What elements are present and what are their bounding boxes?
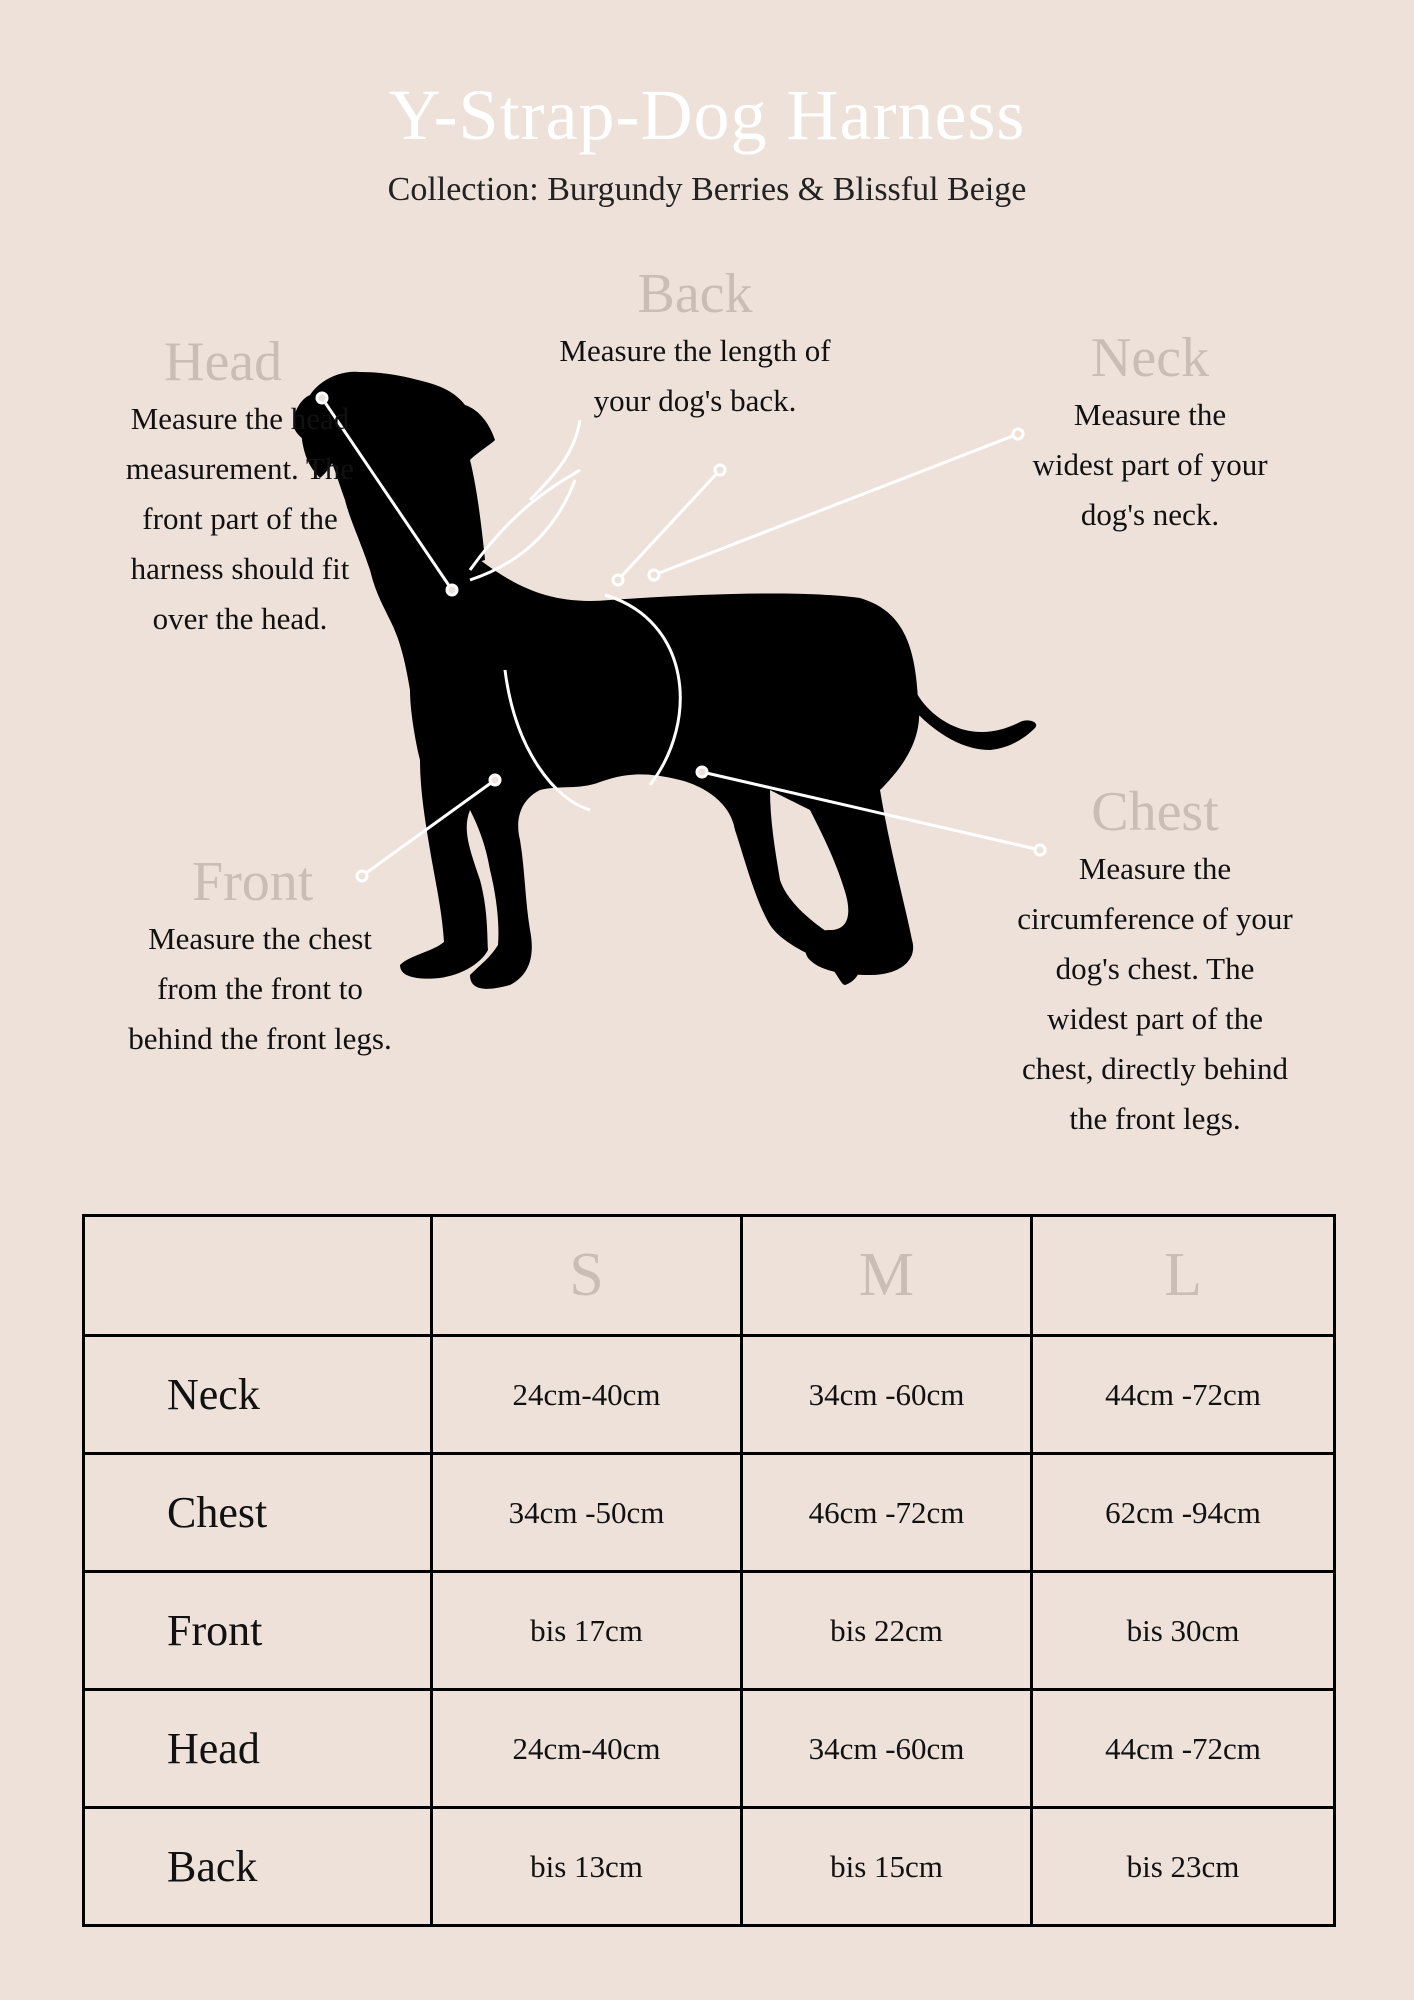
section-back (520, 262, 870, 426)
section-neck-heading: Neck (1090, 327, 1210, 389)
size-table (82, 1214, 1336, 1927)
cell-value: bis 13cm (432, 1808, 742, 1926)
section-neck-text (1000, 390, 1300, 540)
header-size-l: L (1032, 1216, 1335, 1336)
page-title: Y-Strap-Dog Harness (388, 75, 1026, 155)
row-label: Back (84, 1808, 432, 1926)
row-label: Chest (84, 1454, 432, 1572)
row-label: Neck (84, 1336, 432, 1454)
cell-value: 24cm-40cm (432, 1690, 742, 1808)
row-label: Front (84, 1572, 432, 1690)
section-head-line: Measure the head (130, 401, 350, 436)
section-chest (990, 780, 1320, 1144)
section-head-heading: Head (164, 331, 283, 393)
table-row (84, 1690, 1335, 1808)
header-size-s: S (432, 1216, 742, 1336)
section-chest-line: chest, directly behind (1022, 1051, 1288, 1086)
cell-value: 34cm -60cm (742, 1690, 1032, 1808)
cell-value: 24cm-40cm (432, 1336, 742, 1454)
cell-value: 34cm -50cm (432, 1454, 742, 1572)
section-head-line: over the head. (152, 601, 328, 636)
cell-value: bis 30cm (1032, 1572, 1335, 1690)
cell-value: bis 17cm (432, 1572, 742, 1690)
section-neck-line: dog's neck. (1080, 497, 1220, 532)
row-label: Head (84, 1690, 432, 1808)
table-row (84, 1572, 1335, 1690)
section-head-text (80, 394, 400, 644)
cell-value: 34cm -60cm (742, 1336, 1032, 1454)
table-row (84, 1454, 1335, 1572)
cell-value: 44cm -72cm (1032, 1336, 1335, 1454)
section-chest-text (990, 844, 1320, 1144)
section-chest-line: widest part of the (1046, 1001, 1264, 1036)
table-row (84, 1808, 1335, 1926)
cell-value: bis 22cm (742, 1572, 1032, 1690)
section-chest-line: circumference of your (1017, 901, 1293, 936)
section-chest-line: dog's chest. The (1055, 951, 1255, 986)
section-back-line: your dog's back. (593, 383, 797, 418)
section-front-line: from the front to (157, 971, 363, 1006)
section-back-heading: Back (637, 263, 753, 325)
section-back-text (520, 326, 870, 426)
table-row (84, 1336, 1335, 1454)
cell-value: bis 15cm (742, 1808, 1032, 1926)
section-chest-line: the front legs. (1069, 1101, 1241, 1136)
section-front-line: behind the front legs. (128, 1021, 392, 1056)
cell-value: bis 23cm (1032, 1808, 1335, 1926)
section-neck (1000, 326, 1300, 540)
cell-value: 44cm -72cm (1032, 1690, 1335, 1808)
page-subtitle: Collection: Burgundy Berries & Blissful Beige (387, 171, 1027, 208)
section-head-line: harness should fit (130, 551, 350, 586)
header-size-m: M (742, 1216, 1032, 1336)
section-neck-line: widest part of your (1032, 447, 1268, 482)
header-empty-cell (84, 1216, 432, 1336)
section-back-line: Measure the length of (559, 333, 831, 368)
section-head-line: front part of the (142, 501, 338, 536)
cell-value: 62cm -94cm (1032, 1454, 1335, 1572)
section-front-line: Measure the chest (148, 921, 372, 956)
section-chest-line: Measure the (1078, 851, 1232, 886)
size-table-header (84, 1216, 1335, 1336)
section-head (80, 330, 400, 644)
cell-value: 46cm -72cm (742, 1454, 1032, 1572)
section-front-heading: Front (192, 851, 314, 913)
section-head-line: measurement. The (125, 451, 355, 486)
section-chest-heading: Chest (1091, 781, 1219, 843)
section-neck-line: Measure the (1073, 397, 1227, 432)
section-front (100, 850, 420, 1064)
section-front-text (100, 914, 420, 1064)
